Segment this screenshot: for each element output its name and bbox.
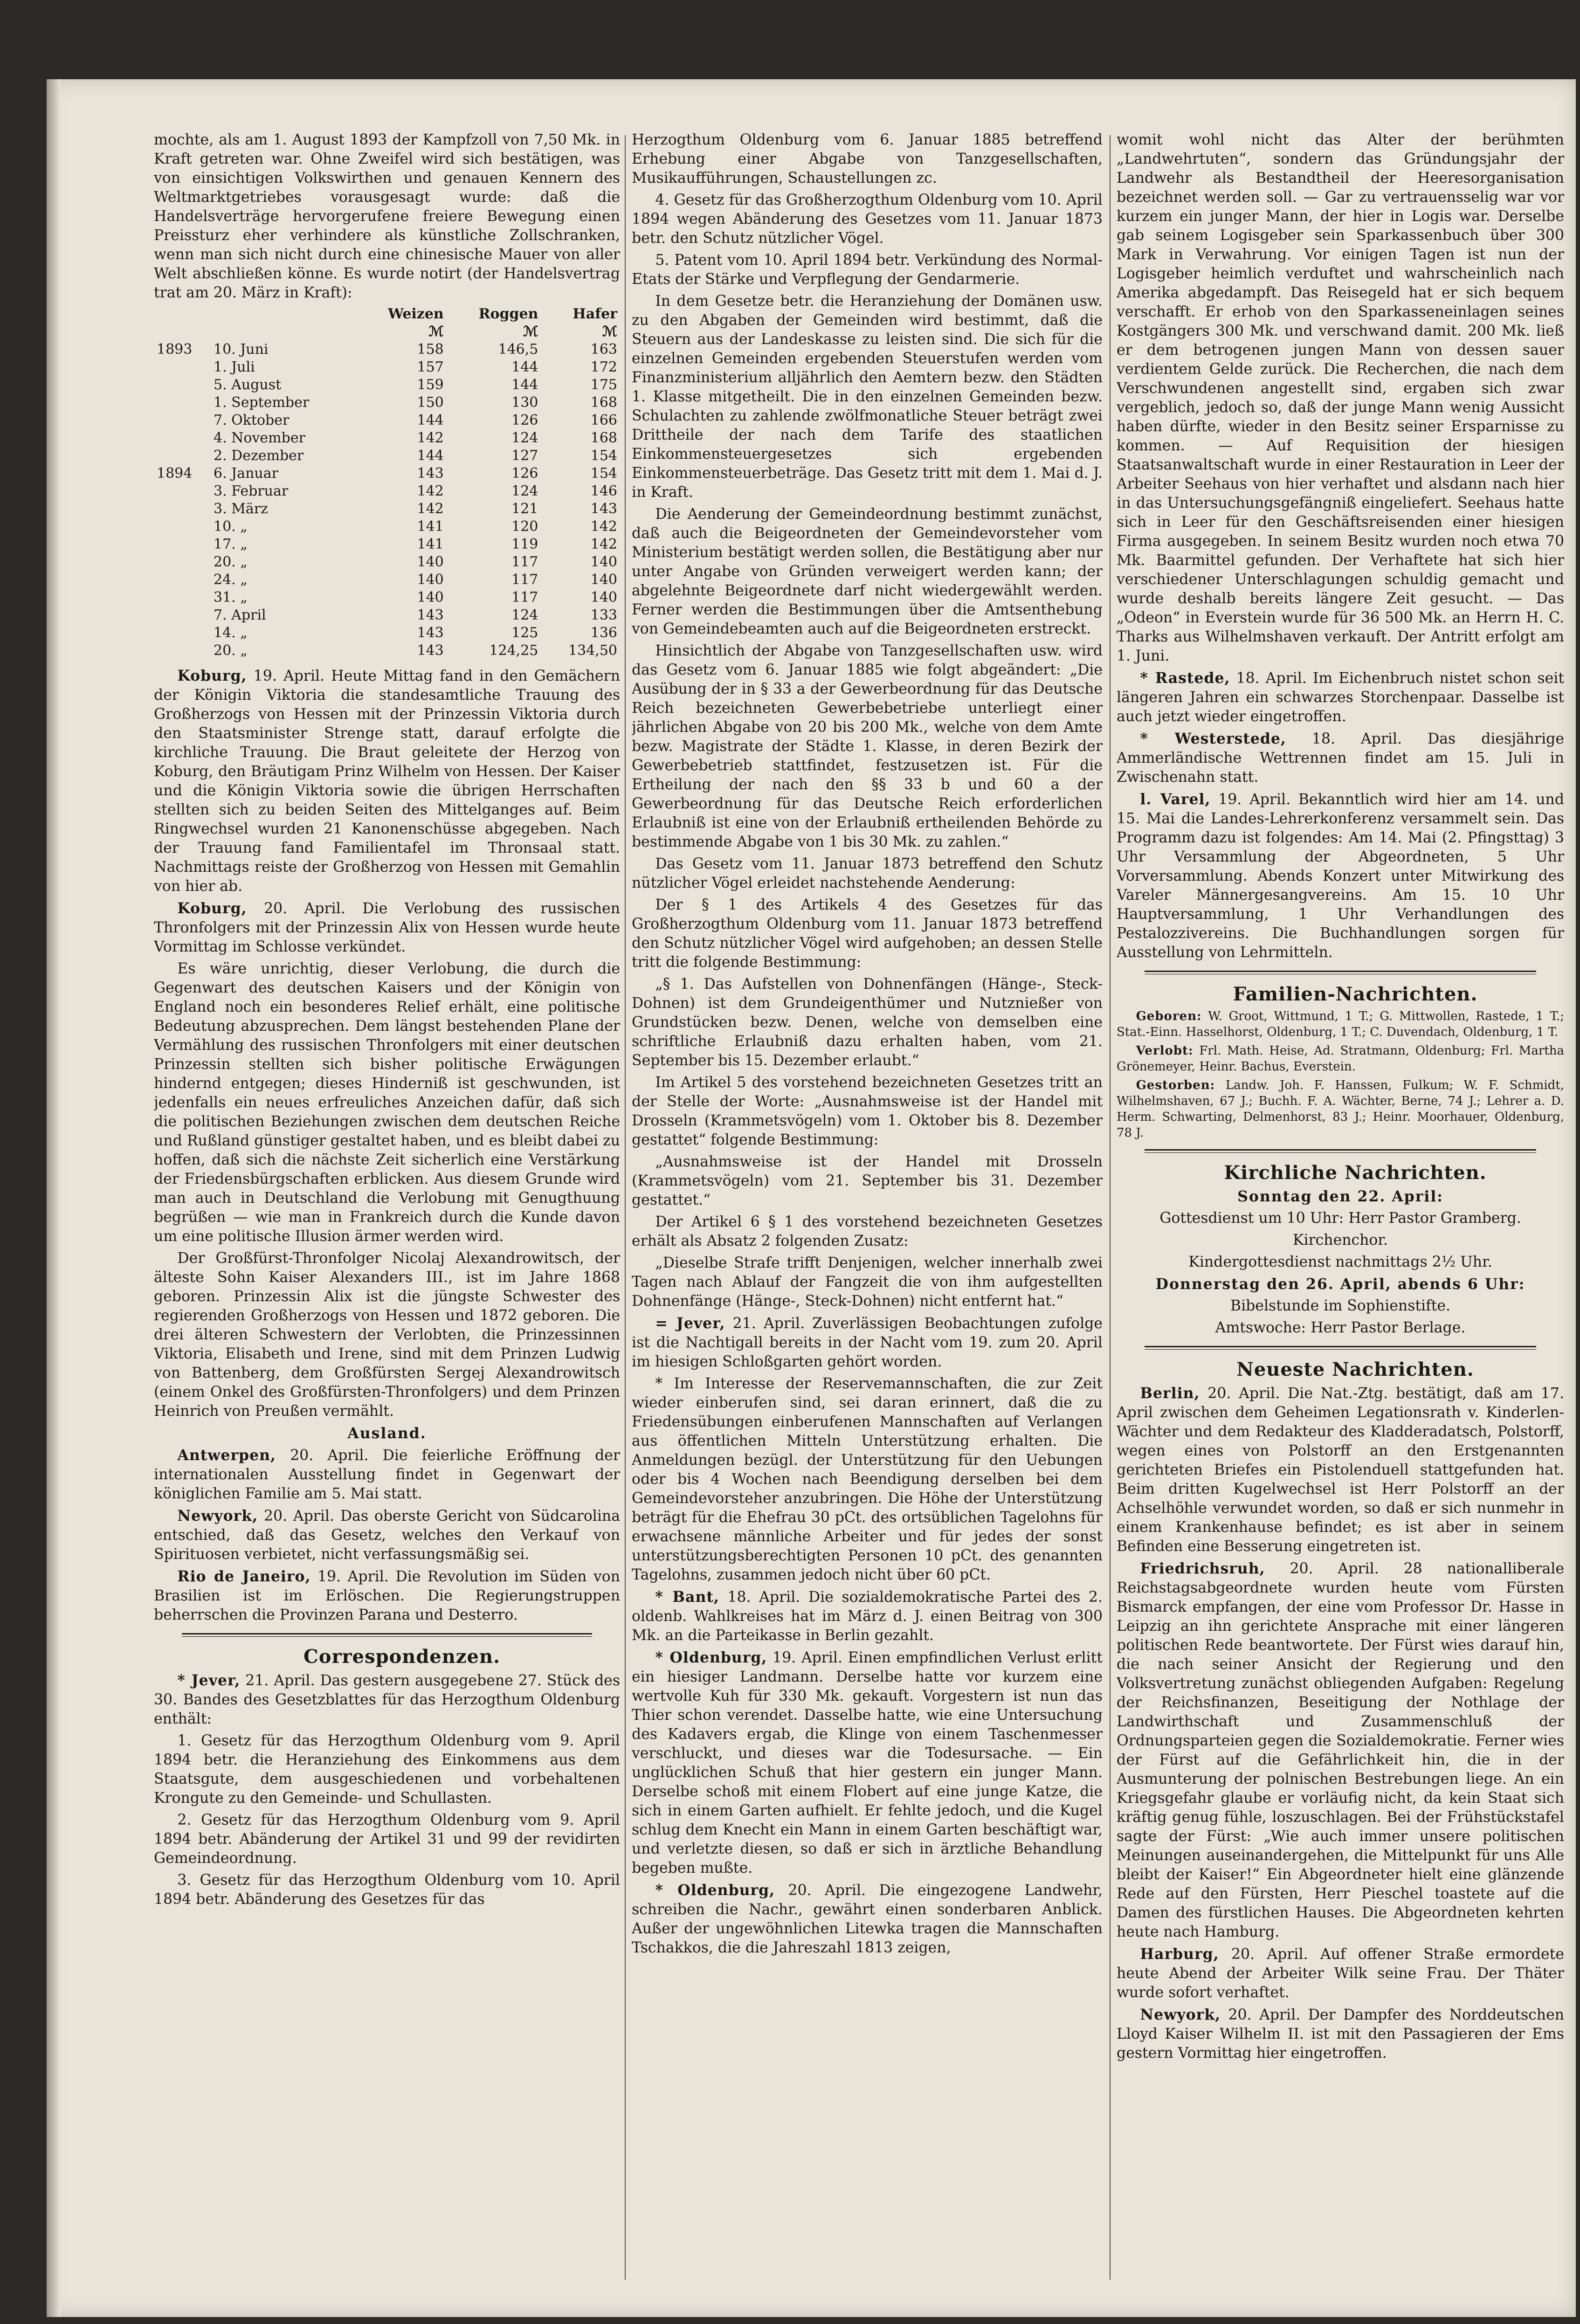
article-text: 18. April. Die sozialdemokratische Partei des 2. oldenb. Wahlkreises hat im März d. J. einen Beitrag von 300 Mk. an die Parteikasse in Berlin gezahlt.: [632, 1589, 1103, 1644]
dateline: Friedrichsruh,: [1140, 1560, 1265, 1577]
table-cell: 7. Oktober: [214, 412, 290, 428]
table-unit-row: [154, 323, 620, 341]
table-row: [154, 624, 620, 642]
dateline: = Jever,: [655, 1315, 725, 1332]
table-cell: 158: [417, 341, 444, 358]
table-cell: [154, 500, 211, 518]
table-cell: [154, 553, 211, 571]
article-text: 20. April. Die eingezogene Landwehr, schreiben die Nachr., gewährt einen sonderbaren Anblick. Außer der ungewöhnlichen Litewka tragen die Mannschaften Tschakkos, die die Jahreszahl 1813 zeigen,: [632, 1882, 1103, 1956]
article-paragraph: mochte, als am 1. August 1893 der Kampfzoll von 7,50 Mk. in Kraft getreten war. Ohne Zweifel wird sich bestätigen, was von einsichtigen Volkswirthen und genauen Kennern des Weltmarktgetriebes vorausgesagt wurde: daß die Handelsverträge hervorgerufene freiere Bewegung einen Preissturz eher verhindere als künstliche Zollschranken, wenn man sich nicht durch eine chinesische Mauer von aller Welt abschließen könne. Es wurde notirt (der Handelsvertrag trat am 20. März in Kraft):: [154, 131, 620, 301]
dateline: l. Varel,: [1140, 791, 1211, 808]
article-paragraph: Die Aenderung der Gemeindeordnung bestimmt zunächst, daß auch die Beigeordneten der Gemeindevorsteher vom Ministerium bestätigt werden sollen, die Bestätigung aber nur unter Angabe von Gründen verweigert werden kann; der abgelehnte Beigeordnete darf nicht wiedergewählt werden. Ferner werden die Bestimmungen über die Amtsenthebung von Gemeindebeamten auch auf die Beigeordneten erstreckt.: [632, 506, 1103, 637]
table-cell: 144: [417, 412, 444, 428]
dateline: Harburg,: [1140, 1945, 1219, 1963]
article-paragraph: * Im Interesse der Reservemannschaften, die zur Zeit wieder einberufen sind, sei daran erinnert, daß die zu Friedensübungen einberufenen Mannschaften auf Verlangen aus öffentlichen Mitteln Unterstützung erhalten. Die Anmeldungen bezügl. der Unterstützung für den Uebungen oder bis 4 Wochen nach Beendigung derselben bei dem Gemeindevorsteher anzubringen. Die Höhe der Unterstützung beträgt für die Ehefrau 30 pCt. des ortsüblichen Tagelohns für erwachsene männliche Arbeiter und für jedes der sonst unterstützungsberechtigten Personen 10 pCt. des genannten Tagelohns, zusammen jedoch nicht über 60 pCt.: [632, 1375, 1103, 1583]
table-cell: 144: [511, 359, 538, 375]
table-row: [154, 394, 620, 412]
notice-text: Frl. Math. Heise, Ad. Stratmann, Oldenburg; Frl. Martha Grönemeyer, Heinr. Bachus, Everstein.: [1117, 1044, 1564, 1074]
table-row: [154, 536, 620, 553]
table-cell: 143: [417, 642, 444, 659]
table-row: [154, 553, 620, 571]
unit-label: ℳ: [523, 324, 538, 340]
service-item: Gottesdienst um 10 Uhr: Herr Pastor Gramberg.: [1159, 1210, 1521, 1227]
column-rule: [625, 135, 626, 2280]
column-header: Weizen: [388, 306, 444, 322]
table-row: [154, 483, 620, 500]
table-cell: 142: [590, 518, 617, 535]
table-cell: [154, 359, 211, 376]
article-text: 19. April. Heute Mittag fand in den Gemächern der Königin Viktoria die standesamtliche Trauung des Großherzogs von Hessen mit der Prinzessin Viktoria durch den Staatsminister Strenge statt, darauf erfolgte die kirchliche Trauung. Die Braut geleitete der Herzog von Koburg, den Bräutigam Prinz Wilhelm von Hessen. Der Kaiser und die Königin Viktoria sowie die übrigen Herrschaften stellten sich zu beiden Seiten des Mittelganges auf. Beim Ringwechsel wurden 21 Kanonenschüsse abgegeben. Nach der Trauung fand Familientafel im Thronsaal statt. Nachmittags reiste der Großherzog von Hessen mit Gemahlin von hier ab.: [154, 668, 620, 895]
dateline: * Jever,: [177, 1672, 241, 1689]
table-row: [154, 376, 620, 394]
table-row: [154, 642, 620, 660]
table-cell: [154, 412, 211, 429]
section-heading: Ausland.: [347, 1425, 427, 1442]
table-cell: 2. Dezember: [214, 448, 304, 464]
table-cell: 124: [511, 607, 538, 623]
article-text: 20. April. Die Verlobung des russischen Thronfolgers mit der Prinzessin Alix von Hessen wurde heute Vormittag im Schlosse verkündet.: [154, 900, 620, 955]
table-cell: 143: [417, 607, 444, 623]
notice-label: Geboren:: [1136, 1009, 1202, 1023]
table-cell: 146,5: [498, 341, 538, 358]
unit-label: ℳ: [602, 324, 617, 340]
article-paragraph: Es wäre unrichtig, dieser Verlobung, die durch die Gegenwart des deutschen Kaisers und der Königin von England noch ein besonderes Relief erhält, eine politische Bedeutung abzusprechen. Dem längst bestehenden Plane der Vermählung des russischen Thronfolgers mit einer deutschen Prinzessin stellten sich bisher politische Erwägungen hindernd entgegen; dieses Hinderniß ist geschwunden, ist jedenfalls ein neues erfreuliches Anzeichen dafür, daß sich die politischen Beziehungen zwischen dem deutschen Reiche und Rußland günstiger gestaltet haben, und es bleibt dabei zu hoffen, daß sich die nächste Zeit sicherlich eine Verstärkung der Friedensbürgschaften erblicken. Aus diesem Grunde wird man auch in Deutschland die Verlobung mit Genugthuung begrüßen — wie man in Frankreich durch die Kunde davon um eine politische Illusion ärmer werden wird.: [154, 960, 620, 1245]
table-cell: 142: [417, 483, 444, 499]
table-cell: 3. Februar: [214, 483, 289, 499]
article-paragraph: Herzogthum Oldenburg vom 6. Januar 1885 betreffend Erhebung einer Abgabe von Tanzgesellschaften, Musikaufführungen, Schaustellungen zc.: [632, 131, 1103, 186]
notice-label: Verlobt:: [1136, 1044, 1194, 1058]
article-paragraph: Das Gesetz vom 11. Januar 1873 betreffend den Schutz nützlicher Vögel erleidet nachstehende Aenderung:: [632, 855, 1103, 891]
table-cell: 142: [417, 501, 444, 517]
article-text: 20. April. Die Nat.-Ztg. bestätigt, daß am 17. April zwischen dem Geheimen Legationsrath v. Kinderlen-Wächter und dem Redakteur des Kladderadatsch, Polstorff, wegen eines von Polstorff an den Erstgenannten gerichteten Briefes ein Pistolenduell stattgefunden hat. Beim dritten Kugelwechsel ist Herr Polstorff an der Achselhöhle verwundet worden, so daß er sich nunmehr in einem Krankenhause befindet; es ist aber in seinem Befinden eine Besserung eingetreten ist.: [1117, 1385, 1564, 1555]
service-item: Kindergottesdienst nachmittags 2½ Uhr.: [1188, 1254, 1492, 1270]
table-cell: 140: [417, 589, 444, 606]
column-right: [1117, 131, 1564, 2303]
table-cell: 117: [511, 554, 538, 570]
table-cell: 20. „: [214, 642, 248, 659]
grain-price-table: [154, 305, 620, 660]
article-paragraph: „Dieselbe Strafe trifft Denjenigen, welcher innerhalb zwei Tagen nach Ablauf der Fangzeit die von ihm aufgestellten Dohnenfänge (Hänge-, Steck-Dohnen) nicht entfernt hat.“: [632, 1255, 1103, 1310]
article-paragraph: 4. Gesetz für das Großherzogthum Oldenburg vom 10. April 1894 wegen Abänderung des Gesetzes vom 11. Januar 1873 betr. den Schutz nützlicher Vögel.: [632, 192, 1103, 247]
table-cell: 6. Januar: [214, 465, 278, 482]
table-cell: 142: [417, 430, 444, 446]
article-paragraph: In dem Gesetze betr. die Heranziehung der Domänen usw. zu den Abgaben der Gemeinden wird bestimmt, daß die Steuern aus der Landeskasse zu leisten sind. Die sich für die einzelnen Gemeinden ergebenden Steuerstufen werden vom Finanzministerium alljährlich den Aemtern bezw. den Städten 1. Klasse mitgetheilt. Die in den einzelnen Gemeinden bezw. Schulachten zu zahlende zwölfmonatliche Steuer beträgt zwei Drittheile der nach dem Tarife des staatlichen Einkommensteuergesetzes sich ergebenden Einkommensteuerbeträge. Das Gesetz tritt mit dem 1. Mai d. J. in Kraft.: [632, 293, 1103, 501]
article-paragraph: 3. Gesetz für das Herzogthum Oldenburg vom 10. April 1894 betr. Abänderung des Gesetzes für das: [154, 1872, 620, 1908]
service-date: Sonntag den 22. April:: [1237, 1188, 1443, 1205]
article-text: 18. April. Das diesjährige Ammerländische Wettrennen findet am 15. Juli in Zwischenahn statt.: [1117, 731, 1564, 786]
table-cell: 175: [590, 377, 617, 393]
unit-label: ℳ: [428, 324, 444, 340]
table-row: [154, 589, 620, 607]
table-cell: 124: [511, 430, 538, 446]
table-cell: 140: [590, 589, 617, 606]
service-item: Bibelstunde im Sophienstifte.: [1230, 1297, 1451, 1314]
table-cell: [154, 536, 211, 553]
article-paragraph: Der Großfürst-Thronfolger Nicolaj Alexandrowitsch, der älteste Sohn Kaiser Alexanders III., ist im Jahre 1868 geboren. Prinzessin Alix ist die jüngste Schwester des regierenden Großherzogs von Hessen und 1872 geboren. Die drei älteren Schwestern der Verlobten, die Prinzessinnen Viktoria, Elisabeth und Irene, sind mit dem Prinzen Ludwig von Battenberg, dem Großfürsten Sergej Alexandrowitsch (einem Onkel des Großfürsten-Thronfolgers) und dem Prinzen Heinrich von Preußen vermählt.: [154, 1250, 620, 1420]
section-divider: [1145, 971, 1536, 974]
table-cell: 154: [590, 448, 617, 464]
table-cell: 142: [590, 536, 617, 552]
table-cell: 150: [417, 394, 444, 411]
dateline: Berlin,: [1140, 1385, 1200, 1402]
table-row: [154, 500, 620, 518]
table-cell: 144: [417, 448, 444, 464]
table-cell: [154, 376, 211, 394]
table-cell: 124,25: [489, 642, 538, 659]
table-cell: 127: [511, 448, 538, 464]
section-heading: Kirchliche Nachrichten.: [1224, 1162, 1487, 1184]
dateline: * Westerstede,: [1140, 730, 1286, 747]
table-row: [154, 429, 620, 447]
table-cell: [154, 429, 211, 447]
article-paragraph: Der § 1 des Artikels 4 des Gesetzes für das Großherzogthum Oldenburg vom 11. Januar 1873 betreffend den Schutz nützlicher Vögel wird aufgehoben; an dessen Stelle tritt die folgende Bestimmung:: [632, 896, 1103, 971]
table-cell: 124: [511, 483, 538, 499]
article-paragraph: 5. Patent vom 10. April 1894 betr. Verkündung des Normal-Etats der Stärke und Verpflegung der Gendarmerie.: [632, 252, 1103, 288]
notice-label: Gestorben:: [1136, 1078, 1215, 1092]
table-cell: [154, 624, 211, 642]
table-cell: 3. März: [214, 501, 268, 517]
table-cell: 154: [590, 465, 617, 482]
table-cell: 143: [590, 501, 617, 517]
table-cell: 1893: [157, 341, 193, 358]
section-divider: [1145, 1149, 1536, 1153]
dateline: * Oldenburg,: [655, 1649, 767, 1666]
service-date: Donnerstag den 26. April, abends 6 Uhr:: [1155, 1276, 1525, 1293]
article-text: 20. April. Die feierliche Eröffnung der internationalen Ausstellung findet in Gegenwart der königlichen Familie am 5. Mai statt.: [154, 1447, 620, 1502]
table-cell: [154, 394, 211, 412]
article-paragraph: „§ 1. Das Aufstellen von Dohnenfängen (Hänge-, Steck-Dohnen) ist dem Grundeigenthümer und Nutznießer von Grundstücken bezw. Denen, welche von demselben eine schriftliche Erlaubniß dazu erhalten haben, vom 21. September bis 15. Dezember erlaubt.“: [632, 976, 1103, 1069]
dateline: * Bant,: [655, 1588, 719, 1606]
dateline: Koburg,: [177, 900, 247, 917]
table-cell: 121: [511, 501, 538, 517]
dateline: Koburg,: [177, 667, 247, 684]
article-text: 19. April. Die Revolution im Süden von Brasilien ist im Erlöschen. Die Regierungstruppen beherrschen die Provinzen Parana und Desterro.: [154, 1568, 620, 1623]
table-cell: 117: [511, 589, 538, 606]
table-cell: 168: [590, 394, 617, 411]
column-header: Hafer: [573, 306, 617, 322]
table-row: [154, 607, 620, 624]
article-text: 21. April. Das gestern ausgegebene 27. Stück des 30. Bandes des Gesetzblattes für das Herzogthum Oldenburg enthält:: [154, 1672, 620, 1727]
column-middle: [632, 131, 1103, 2303]
table-cell: 31. „: [214, 589, 248, 606]
table-cell: 168: [590, 430, 617, 446]
table-header-row: [154, 305, 620, 323]
notice-text: Landw. Joh. F. Hanssen, Fulkum; W. F. Schmidt, Wilhelmshaven, 67 J.; Buchh. F. A. Wächter, Berne, 74 J.; Lehrer a. D. Herm. Schwarting, Delmenhorst, 83 J.; Heinr. Moorhauer, Oldenburg, 78 J.: [1117, 1078, 1564, 1140]
table-cell: 136: [590, 625, 617, 641]
table-cell: [154, 571, 211, 589]
article-text: 20. April. 28 nationalliberale Reichstagsabgeordnete wurden heute vom Fürsten Bismarck empfangen, der eine vom Professor Dr. Hasse in Leipzig an ihn gerichtete Ansprache mit einer längeren politischen Rede beantwortete. Der Fürst wies darauf hin, die nach seiner Ansicht der Regierung und den Volksvertretung zunächst obliegenden Aufgaben: Regelung der Reichsfinanzen, Beseitigung der Nothlage der Landwirthschaft und Zusammenschluß der Ordnungsparteien gegen die Sozialdemokratie. Ferner wies der Fürst auf die Gefährlichkeit hin, die in der Ausmunterung der polnischen Bestrebungen liege. An ein Kriegsgefahr glaube er vorläufig nicht, da kein Staat sich kräftig genug fühle, loszuschlagen. Bei der Frühstückstafel sagte der Fürst: „Wie auch immer unsere politischen Meinungen auseinandergehen, die Mittelpunkt für uns Alle bleibt der Kaiser!“ Ein Abgeordneter hielt eine glänzende Rede auf den Fürsten, Herr Pieschel toastete auf die Damen des fürstlichen Hauses. Die Abgeordneten kehrten heute nach Hamburg.: [1117, 1560, 1564, 1940]
table-cell: 134,50: [568, 642, 617, 659]
table-cell: 140: [417, 572, 444, 588]
table-row: [154, 571, 620, 589]
section-divider: [182, 1633, 592, 1637]
table-cell: 119: [511, 536, 538, 552]
table-cell: 14. „: [214, 625, 248, 641]
dateline: Newyork,: [1140, 2006, 1221, 2023]
service-item: Amtswoche: Herr Pastor Berlage.: [1215, 1319, 1466, 1336]
table-cell: 117: [511, 572, 538, 588]
table-cell: [154, 447, 211, 465]
table-cell: 141: [417, 536, 444, 552]
article-paragraph: 2. Gesetz für das Herzogthum Oldenburg vom 9. April 1894 betr. Abänderung der Artikel 31 und 99 der revidirten Gemeindeordnung.: [154, 1812, 620, 1867]
dateline: Antwerpen,: [177, 1447, 276, 1464]
table-cell: 126: [511, 412, 538, 428]
table-cell: 133: [590, 607, 617, 623]
table-row: [154, 447, 620, 465]
table-cell: [154, 483, 211, 500]
table-cell: 125: [511, 625, 538, 641]
table-cell: 24. „: [214, 572, 248, 588]
table-cell: 130: [511, 394, 538, 411]
table-cell: 140: [590, 572, 617, 588]
table-cell: 143: [417, 465, 444, 482]
table-cell: 1. Juli: [214, 359, 255, 375]
table-cell: 159: [417, 377, 444, 393]
table-cell: 10. „: [214, 518, 248, 535]
section-heading: Familien-Nachrichten.: [1233, 983, 1478, 1005]
table-cell: 146: [590, 483, 617, 499]
table-cell: 140: [417, 554, 444, 570]
column-rule: [1110, 135, 1111, 2280]
table-row: [154, 465, 620, 483]
table-cell: [154, 589, 211, 607]
section-divider: [1145, 1346, 1536, 1350]
newspaper-page: [47, 79, 1576, 2317]
article-text: 20. April. Auf offener Straße ermordete heute Abend der Arbeiter Wilk seine Frau. Der Thäter wurde sofort verhaftet.: [1117, 1946, 1564, 2001]
table-cell: 143: [417, 625, 444, 641]
notice-text: W. Groot, Wittmund, 1 T.; G. Mittwollen, Rastede, 1 T.; Stat.-Einn. Hasselhorst, Oldenburg, 1 T.; C. Duvendach, Oldenburg, 1 T.: [1117, 1009, 1564, 1039]
article-text: 20. April. Der Dampfer des Norddeutschen Lloyd Kaiser Wilhelm II. ist mit den Passagieren der Ems gestern Vormittag hier eingetroffen.: [1117, 2007, 1564, 2062]
table-cell: 141: [417, 518, 444, 535]
table-row: [154, 341, 620, 359]
dateline: Rio de Janeiro,: [177, 1568, 311, 1585]
service-item: Kirchenchor.: [1292, 1232, 1388, 1248]
section-heading: Neueste Nachrichten.: [1236, 1359, 1474, 1380]
table-cell: [154, 607, 211, 624]
table-body: [154, 341, 620, 660]
table-cell: 1894: [157, 465, 193, 482]
table-row: [154, 359, 620, 376]
table-cell: 126: [511, 465, 538, 482]
table-cell: 5. August: [214, 377, 282, 393]
article-text: 21. April. Zuverlässigen Beobachtungen zufolge ist die Nachtigall bereits in der Nacht vom 19. zum 20. April im hiesigen Schloßgarten gehört worden.: [632, 1315, 1103, 1370]
table-cell: 17. „: [214, 536, 248, 552]
article-text: 19. April. Einen empfindlichen Verlust erlitt ein hiesiger Landmann. Derselbe hatte vor kurzem eine wertvolle Kuh für 330 Mk. gekauft. Vorgestern ist nun das Thier schon verendet. Dasselbe hatte, wie eine Untersuchung des Kadavers ergab, die Klinge von einem Taschenmesser verschluckt, und dieses war die Todesursache. — Ein unglücklichen Schuß that hier gestern ein junger Mann. Derselbe schoß mit einem Flobert auf eine junge Katze, die sich in einem Garten aufhielt. Er fehlte jedoch, und die Kugel schlug dem Knecht ein Mann in einem Garten beschäftigt war, und verletzte diesen, so daß er sich in ärztliche Behandlung begeben mußte.: [632, 1649, 1103, 1876]
table-row: [154, 518, 620, 536]
section-heading: Correspondenzen.: [303, 1646, 501, 1668]
table-cell: 7. April: [214, 607, 266, 623]
table-cell: 172: [590, 359, 617, 375]
article-paragraph: Der Artikel 6 § 1 des vorstehend bezeichneten Gesetzes erhält als Absatz 2 folgenden Zusatz:: [632, 1214, 1103, 1249]
table-row: [154, 412, 620, 429]
table-cell: 163: [590, 341, 617, 358]
article-paragraph: Hinsichtlich der Abgabe von Tanzgesellschaften usw. wird das Gesetz vom 6. Januar 1885 wie folgt abgeändert: „Die Ausübung der in § 33 a der Gewerbeordnung für das Deutsche Reich bezeichneten Gewerbebetriebe unterliegt einer jährlichen Abgabe von 20 bis 200 Mk., welche von dem Amte bezw. Magistrate der Städte 1. Klasse, in deren Bezirk der Gewerbebetrieb stattfindet, festzusetzen ist. Für die Ertheilung der nach den §§ 33 b und 60 a der Gewerbeordnung für das Deutsche Reich erforderlichen Erlaubniß ist eine von der Erlaubniß ertheilenden Behörde zu bestimmende Abgabe von 1 bis 30 Mk. zu zahlen.“: [632, 642, 1103, 850]
table-cell: 140: [590, 554, 617, 570]
table-cell: 10. Juni: [214, 341, 269, 358]
article-text: 20. April. Das oberste Gericht von Südcarolina entschied, daß das Gesetz, welches den Verkauf von Spirituosen verbietet, nicht verfassungsmäßig sei.: [154, 1508, 620, 1563]
dateline: * Rastede,: [1140, 669, 1230, 687]
table-cell: 144: [511, 377, 538, 393]
article-text: 19. April. Bekanntlich wird hier am 14. und 15. Mai die Landes-Lehrerkonferenz versammelt sein. Das Programm dazu ist folgendes: Am 14. Mai (2. Pfingsttag) 3 Uhr Versammlung der Abgeordneten, 5 Uhr Vorversammlung. Abends Konzert unter Mitwirkung des Vareler Männergesangvereins. Am 15. 10 Uhr Hauptversammlung, 1 Uhr Verhandlungen des Pestalozzivereins. Die Buchhandlungen sorgen für Ausstellung von Lehrmitteln.: [1117, 791, 1564, 961]
table-cell: 1. September: [214, 394, 310, 411]
table-cell: 157: [417, 359, 444, 375]
article-paragraph: „Ausnahmsweise ist der Handel mit Drosseln (Krammetsvögeln) vom 21. September bis 31. Dezember gestattet.“: [632, 1153, 1103, 1208]
table-cell: 4. November: [214, 430, 305, 446]
table-cell: [154, 642, 211, 660]
table-cell: 166: [590, 412, 617, 428]
column-left: [154, 131, 620, 2303]
dateline: Newyork,: [177, 1507, 258, 1524]
article-paragraph: 1. Gesetz für das Herzogthum Oldenburg vom 9. April 1894 betr. die Heranziehung des Einkommens aus dem Staatsgute, dem ausgeschiedenen und vorbehaltenen Krongute zu den Gemeinde- und Schullasten.: [154, 1732, 620, 1807]
article-paragraph: Im Artikel 5 des vorstehend bezeichneten Gesetzes tritt an der Stelle der Worte: „Ausnahmsweise ist der Handel mit Drosseln (Krammetsvögeln) vom 1. Oktober bis 8. Dezember gestattet“ folgende Bestimmung:: [632, 1074, 1103, 1148]
table-cell: [154, 518, 211, 536]
dateline: * Oldenburg,: [655, 1882, 775, 1899]
article-paragraph: womit wohl nicht das Alter der berühmten „Landwehrtuten“, sondern das Gründungsjahr der Landwehr als Bestandtheil der Heeresorganisation bezeichnet werden soll. — Gar zu vertrauensselig war vor kurzem ein junger Mann, der hier in Logis war. Derselbe gab seinem Logisgeber sein Sparkassenbuch über 300 Mark in Verwahrung. Vor einigen Tagen ist nun der Logisgeber heimlich verduftet und wahrscheinlich nach Amerika abgedampft. Das Reisegeld hat er sich bequem verschafft. Er erhob von den Sparkasseneinlagen seines Kostgängers 300 Mk. und verschwand damit. 200 Mk. ließ er dem betrogenen jungen Mann von dessen sauer verdientem Gelde zurück. Die Recherchen, die nach dem Verschwundenen angestellt sind, ergaben sich zwar vergeblich, jedoch so, daß der junge Mann wenig Aussicht haben dürfte, wieder in den Besitz seiner Ersparnisse zu kommen. — Auf Requisition der hiesigen Staatsanwaltschaft wurde in einer Restauration in Leer der Arbeiter Seehaus von hier verhaftet und alsdann nach hier in das Untersuchungsgefängniß eingeliefert. Seehaus hatte sich in Leer für den Geschäftsreisenden einer hiesigen Firma ausgegeben. In seinem Besitz wurden noch etwa 70 Mk. Baarmittel gefunden. Der Verhaftete hat sich hier verschiedener Unterschlagungen schuldig gemacht und wurde deshalb bereits längere Zeit gesucht. — Das „Odeon“ in Everstein wurde für 36 500 Mk. an Herrn H. C. Tharks aus Wilhelmshaven verkauft. Der Antritt erfolgt am 1. Juni.: [1117, 131, 1564, 664]
table-cell: 120: [511, 518, 538, 535]
article-text: 18. April. Im Eichenbruch nistet schon seit längeren Jahren ein schwarzes Storchenpaar. Dasselbe ist auch jetzt wieder eingetroffen.: [1117, 670, 1564, 725]
table-cell: 20. „: [214, 554, 248, 570]
column-header: Roggen: [478, 306, 538, 322]
